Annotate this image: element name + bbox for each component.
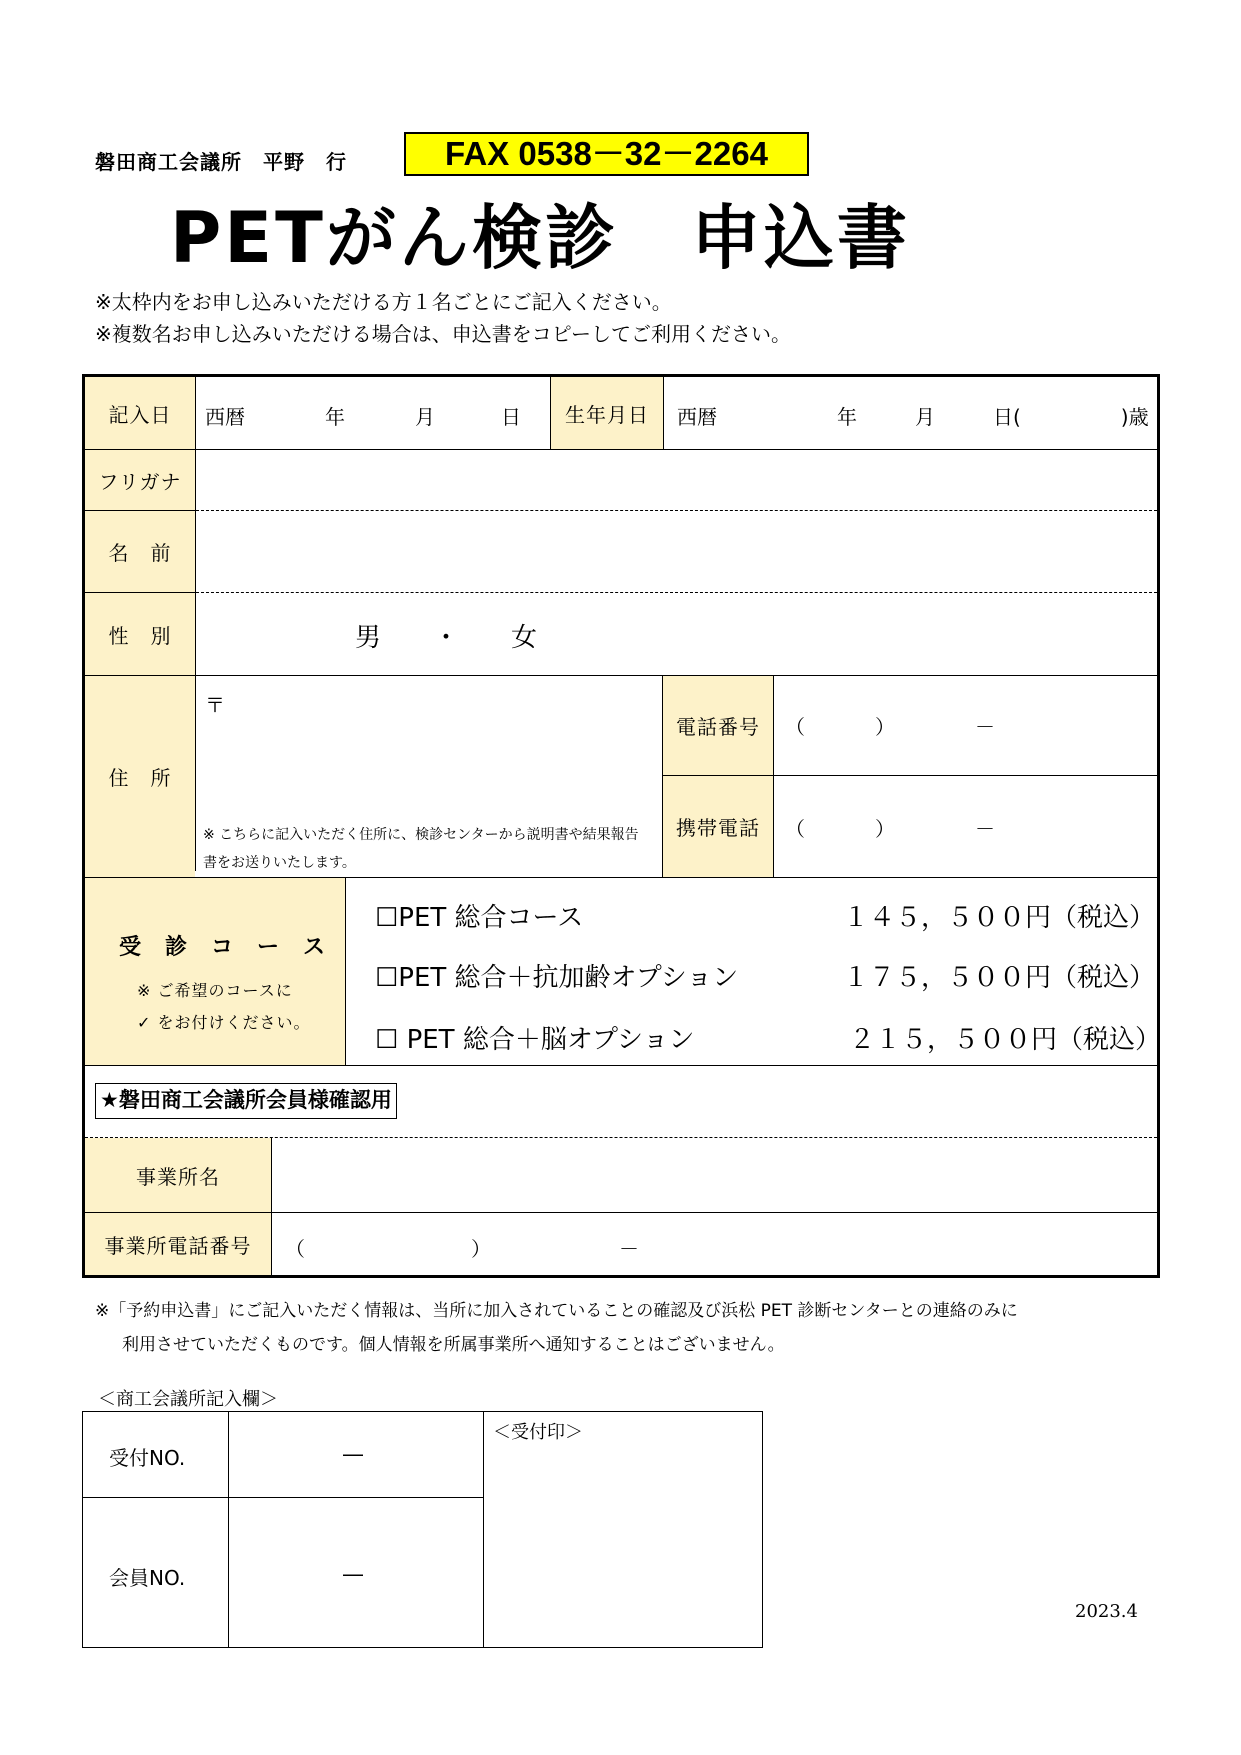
instruction-note-1: ※太枠内をお申し込みいただける方１名ごとにご記入ください。 (95, 290, 672, 314)
course-label-cell (85, 878, 345, 1065)
office-phone-label: 事業所電話番号 (85, 1213, 271, 1275)
office-name-field[interactable] (272, 1138, 1157, 1212)
birth-day-age: 日( )歳 (993, 405, 1149, 429)
date-label: 記入日 (85, 377, 195, 449)
fax-number: FAX 0538－32－2264 (404, 132, 809, 176)
office-phone-dash: － (619, 1237, 639, 1261)
privacy-note-1: ※「予約申込書」にご記入いただく情報は、当所に加入されていることの確認及び浜松 PET 診断センターとの連絡のみに (95, 1301, 1018, 1321)
mobile-dash: － (975, 817, 995, 841)
date-month-unit: 月 (415, 405, 435, 429)
application-form (82, 374, 1160, 1278)
address-label: 住 所 (85, 676, 195, 877)
name-label: 名 前 (85, 511, 195, 592)
page-title: PETがん検診 申込書 (170, 197, 910, 279)
birth-year-unit: 年 (837, 405, 857, 429)
course-price-2: １７５，５００円（税込） (843, 963, 1156, 993)
date-year-unit: 年 (325, 405, 345, 429)
birthdate-label: 生年月日 (551, 377, 663, 449)
office-phone-paren-close: ） (471, 1237, 491, 1261)
course-option-2[interactable]: ☐PET 総合＋抗加齢オプション (375, 963, 739, 993)
office-use-table (82, 1411, 763, 1648)
name-field[interactable] (196, 511, 1157, 592)
furigana-field[interactable] (196, 450, 1157, 510)
address-note-2: 書をお送りいたします。 (203, 855, 356, 871)
course-price-1: １４５，５００円（税込） (843, 903, 1156, 933)
phone-label: 電話番号 (663, 676, 773, 775)
reception-no-dash: ― (343, 1442, 363, 1466)
office-phone-paren-open: （ (285, 1237, 305, 1261)
privacy-note-2: 利用させていただくものです。個人情報を所属事業所へ通知することはございません。 (122, 1335, 785, 1355)
date-era: 西暦 (205, 405, 245, 429)
course-price-3: ２１５，５００円（税込） (849, 1025, 1162, 1055)
member-confirm-heading: ★磐田商工会議所会員様確認用 (95, 1083, 397, 1119)
phone-dash: － (975, 715, 995, 739)
birth-month-unit: 月 (915, 405, 935, 429)
course-option-1[interactable]: ☐PET 総合コース (375, 903, 584, 933)
form-version: 2023.4 (1075, 1601, 1138, 1622)
course-note-1: ※ ご希望のコースに (137, 981, 293, 1000)
stamp-label: ＜受付印＞ (493, 1422, 583, 1443)
postal-mark: 〒 (205, 693, 225, 717)
addressee: 磐田商工会議所 平野 行 (95, 150, 347, 174)
date-day-unit: 日 (501, 405, 521, 429)
course-label: 受 診 コ ー ス (119, 935, 327, 960)
address-field[interactable] (196, 717, 662, 797)
office-name-label: 事業所名 (85, 1138, 271, 1212)
mobile-label: 携帯電話 (663, 776, 773, 877)
member-no-dash: ― (343, 1562, 363, 1586)
phone-paren-close: ） (875, 715, 895, 739)
phone-paren-open: （ (785, 715, 805, 739)
address-note-1: ※ こちらに記入いただく住所に、検診センターから説明書や結果報告 (203, 827, 639, 843)
furigana-label: フリガナ (85, 450, 195, 510)
mobile-paren-open: （ (785, 817, 805, 841)
course-note-2: ✓ をお付けください。 (137, 1013, 311, 1032)
instruction-note-2: ※複数名お申し込みいただける場合は、申込書をコピーしてご利用ください。 (95, 322, 791, 346)
member-no-label: 会員NO. (109, 1566, 186, 1590)
mobile-paren-close: ） (875, 817, 895, 841)
sex-label: 性 別 (85, 593, 195, 675)
course-option-3[interactable]: ☐ PET 総合＋脳オプション (375, 1025, 695, 1055)
office-use-heading: ＜商工会議所記入欄＞ (98, 1389, 278, 1410)
birth-era: 西暦 (677, 405, 717, 429)
reception-no-label: 受付NO. (109, 1446, 186, 1470)
sex-options[interactable]: 男 ・ 女 (355, 623, 538, 653)
